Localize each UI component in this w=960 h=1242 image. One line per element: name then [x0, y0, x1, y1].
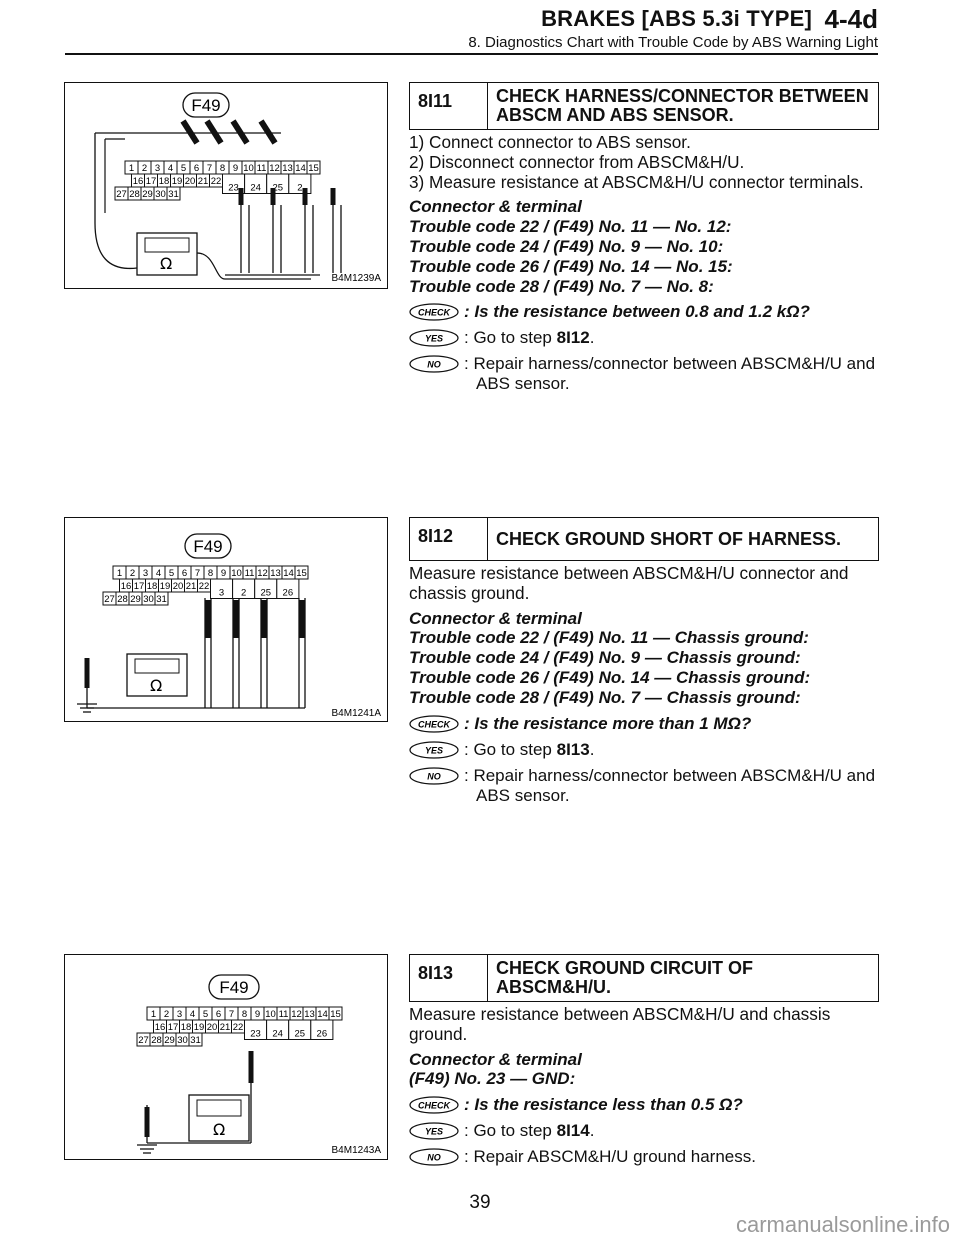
terminal-label: 2	[163, 1009, 170, 1020]
no-text: : Repair harness/connector between ABSCM&H/U and ABS sensor.	[464, 354, 876, 394]
terminal-label: 29	[164, 1035, 175, 1046]
badge-label: CHECK	[417, 307, 451, 318]
terminal-label: 2	[297, 182, 303, 194]
terminal-label: 11	[256, 163, 267, 174]
connector-terminal-block	[409, 1050, 879, 1090]
yes-badge-icon	[409, 1122, 459, 1140]
figure-caption: B4M1243A	[331, 1145, 381, 1156]
step-title: CHECK HARNESS/CONNECTOR BETWEEN ABSCM AND ABS SENSOR.	[496, 86, 869, 125]
badge-label: CHECK	[417, 719, 451, 730]
badge-label: NO	[427, 1152, 441, 1163]
step-8i12	[409, 517, 879, 806]
terminal-label: 1	[150, 1009, 157, 1020]
yes-answer	[409, 328, 879, 348]
next-step-link[interactable]: 8I14	[556, 1121, 590, 1141]
yes-suffix: .	[589, 328, 595, 348]
terminal-label: 30	[155, 189, 166, 200]
connector-line: Trouble code 24 / (F49) No. 9 — Chassis ground:	[409, 648, 801, 668]
no-text: : Repair harness/connector between ABSCM&H/U and ABS sensor.	[464, 765, 876, 805]
yes-text: : Go to step	[464, 1121, 557, 1141]
terminal-label: 26	[282, 587, 294, 599]
terminal-label: 1	[116, 568, 123, 579]
terminal-label: 22	[232, 1022, 244, 1033]
terminal-label: 15	[308, 163, 319, 174]
terminal-label: 31	[190, 1035, 201, 1046]
check-text: : Is the resistance between 0.8 and 1.2 kΩ?	[464, 302, 810, 322]
terminal-label: 15	[296, 568, 307, 579]
terminal-label: 14	[283, 568, 294, 579]
connector-line: Trouble code 24 / (F49) No. 9 — No. 10:	[409, 236, 724, 256]
terminal-label: 21	[197, 176, 209, 187]
yes-answer	[409, 740, 879, 760]
terminal-label: 13	[270, 568, 281, 579]
terminal-label: 27	[104, 594, 115, 605]
step-header	[409, 82, 879, 130]
terminal-label: 30	[143, 594, 154, 605]
terminal-label: 25	[294, 1028, 306, 1040]
terminal-label: 17	[167, 1022, 179, 1033]
step-8i13	[409, 954, 879, 1167]
probe-handles	[183, 121, 275, 143]
procedure-item: 1) Connect connector to ABS sensor.	[409, 132, 691, 152]
header-rule	[65, 53, 878, 55]
section-code: 4-4d	[824, 4, 878, 34]
terminal-label: 19	[159, 581, 171, 592]
check-question	[409, 714, 879, 734]
terminal-label: 4	[167, 163, 174, 174]
step-8i11	[409, 82, 879, 394]
no-text: : Repair ABSCM&H/U ground harness.	[464, 1147, 756, 1167]
terminal-label: 12	[269, 163, 280, 174]
terminal-label: 23	[228, 182, 239, 194]
connector-title: Connector & terminal	[409, 197, 582, 217]
terminal-label: 3	[142, 568, 149, 579]
procedure-item: 3) Measure resistance at ABSCM&H/U connector terminals.	[409, 171, 864, 192]
connector-terminal-block	[409, 197, 879, 296]
terminal-label: 1	[128, 163, 135, 174]
terminal-label: 7	[228, 1009, 235, 1020]
terminal-label: 6	[193, 163, 200, 174]
terminal-label: 25	[260, 587, 272, 599]
terminal-label: 18	[146, 581, 158, 592]
terminal-label: 26	[316, 1028, 328, 1040]
connector-line: Trouble code 22 / (F49) No. 11 — No. 12:	[409, 217, 732, 237]
probe-tips	[87, 600, 302, 688]
badge-label: YES	[424, 333, 444, 344]
terminal-label: 22	[210, 176, 222, 187]
figure-caption: B4M1241A	[331, 708, 381, 719]
terminal-label: 2	[241, 587, 247, 599]
wiring-diagram-1	[65, 83, 387, 288]
terminal-label: 8	[207, 568, 214, 579]
terminal-label: 5	[202, 1009, 209, 1020]
terminal-label: 19	[193, 1022, 205, 1033]
terminal-label: 31	[168, 189, 179, 200]
badge-label: NO	[427, 359, 441, 370]
connector-label: F49	[219, 978, 249, 997]
terminal-label: 16	[120, 581, 132, 592]
terminal-label: 15	[330, 1009, 341, 1020]
check-badge-icon	[409, 303, 459, 321]
terminal-label: 21	[185, 581, 197, 592]
step-intro: Measure resistance between ABSCM&H/U and chassis ground.	[409, 1004, 831, 1044]
terminal-label: 11	[244, 568, 255, 579]
yes-badge-icon	[409, 741, 459, 759]
ohm-symbol: Ω	[213, 1120, 226, 1139]
next-step-link[interactable]: 8I13	[556, 739, 590, 759]
step-intro: Measure resistance between ABSCM&H/U connector and chassis ground.	[409, 563, 849, 603]
step-number: 8I11	[410, 83, 488, 129]
step-title: CHECK GROUND CIRCUIT OF ABSCM&H/U.	[496, 958, 753, 997]
terminal-label: 9	[232, 163, 239, 174]
terminal-label: 27	[138, 1035, 149, 1046]
terminal-label: 4	[155, 568, 162, 579]
probe-leads	[87, 598, 305, 708]
check-badge-icon	[409, 1096, 459, 1114]
terminal-label: 18	[180, 1022, 192, 1033]
connector-f49-grid	[115, 161, 320, 200]
terminal-label: 9	[254, 1009, 261, 1020]
badge-label: YES	[424, 745, 444, 756]
terminal-label: 23	[250, 1028, 261, 1040]
yes-answer	[409, 1121, 879, 1141]
step-header	[409, 517, 879, 561]
terminal-label: 12	[257, 568, 268, 579]
terminal-label: 5	[168, 568, 175, 579]
terminal-label: 24	[272, 1028, 283, 1040]
badge-label: CHECK	[417, 1100, 451, 1111]
terminal-label: 3	[154, 163, 161, 174]
terminal-label: 14	[295, 163, 306, 174]
no-answer	[409, 354, 879, 394]
probe-leads	[147, 1055, 251, 1143]
terminal-label: 21	[219, 1022, 231, 1033]
terminal-label: 3	[176, 1009, 183, 1020]
ohm-symbol: Ω	[150, 676, 163, 695]
terminal-label: 16	[132, 176, 144, 187]
terminal-label: 2	[141, 163, 148, 174]
figure-ground-circuit	[64, 954, 388, 1160]
terminal-label: 27	[116, 189, 127, 200]
terminal-label: 20	[184, 176, 196, 187]
figure-harness-check	[64, 82, 388, 289]
terminal-label: 31	[156, 594, 167, 605]
terminal-label: 6	[181, 568, 188, 579]
wiring-diagram-2	[65, 518, 387, 721]
connector-label: F49	[193, 537, 223, 556]
next-step-link[interactable]: 8I12	[556, 328, 590, 348]
ground-icon	[137, 1145, 157, 1153]
step-title: CHECK GROUND SHORT OF HARNESS.	[496, 528, 842, 549]
terminal-label: 29	[130, 594, 141, 605]
terminal-label: 10	[243, 163, 254, 174]
section-subtitle: 8. Diagnostics Chart with Trouble Code by ABS Warning Light	[468, 34, 878, 51]
watermark: carmanualsonline.info	[735, 1212, 950, 1237]
no-badge-icon	[409, 355, 459, 373]
badge-label: YES	[424, 1126, 444, 1137]
terminal-label: 6	[215, 1009, 222, 1020]
check-text: : Is the resistance more than 1 MΩ?	[464, 713, 752, 733]
check-text: : Is the resistance less than 0.5 Ω?	[464, 1095, 743, 1115]
terminal-label: 9	[220, 568, 227, 579]
no-badge-icon	[409, 767, 459, 785]
terminal-label: 2	[129, 568, 136, 579]
terminal-label: 13	[282, 163, 293, 174]
figure-ground-short	[64, 517, 388, 722]
terminal-label: 20	[206, 1022, 218, 1033]
connector-line: (F49) No. 23 — GND:	[409, 1069, 576, 1089]
procedure-item: 2) Disconnect connector from ABSCM&H/U.	[409, 151, 745, 172]
terminal-label: 4	[189, 1009, 196, 1020]
yes-suffix: .	[589, 739, 595, 759]
connector-terminal-block	[409, 609, 879, 708]
connector-title: Connector & terminal	[409, 1049, 582, 1069]
procedure-list	[409, 133, 879, 192]
terminal-label: 10	[231, 568, 242, 579]
terminal-label: 10	[265, 1009, 276, 1020]
no-answer	[409, 1147, 879, 1167]
terminal-label: 17	[145, 176, 157, 187]
terminal-label: 28	[151, 1035, 162, 1046]
check-badge-icon	[409, 715, 459, 733]
terminal-label: 24	[250, 182, 261, 194]
terminal-label: 13	[304, 1009, 315, 1020]
connector-title: Connector & terminal	[409, 608, 582, 628]
probe-tips	[147, 1051, 251, 1137]
connector-line: Trouble code 28 / (F49) No. 7 — No. 8:	[409, 276, 714, 296]
check-question	[409, 1095, 879, 1115]
connector-line: Trouble code 26 / (F49) No. 14 — Chassis ground:	[409, 667, 811, 687]
yes-badge-icon	[409, 329, 459, 347]
terminal-label: 20	[172, 581, 184, 592]
terminal-label: 14	[317, 1009, 328, 1020]
step-header	[409, 954, 879, 1002]
terminal-label: 3	[218, 587, 225, 599]
connector-label: F49	[191, 96, 221, 115]
terminal-label: 11	[278, 1009, 289, 1020]
wiring-diagram-3	[65, 955, 387, 1159]
terminal-label: 12	[291, 1009, 302, 1020]
no-answer	[409, 766, 879, 806]
terminal-label: 18	[158, 176, 170, 187]
section-title: BRAKES [ABS 5.3i TYPE]	[541, 6, 812, 31]
terminal-label: 17	[133, 581, 145, 592]
ohm-symbol: Ω	[160, 254, 173, 273]
terminal-label: 29	[142, 189, 153, 200]
yes-text: : Go to step	[464, 328, 557, 348]
page-number: 39	[469, 1192, 491, 1213]
terminal-label: 5	[180, 163, 187, 174]
step-number: 8I13	[410, 955, 488, 1001]
terminal-label: 7	[206, 163, 213, 174]
terminal-label: 30	[177, 1035, 188, 1046]
yes-suffix: .	[589, 1121, 595, 1141]
terminal-label: 8	[241, 1009, 248, 1020]
terminal-label: 22	[198, 581, 210, 592]
connector-line: Trouble code 26 / (F49) No. 14 — No. 15:	[409, 256, 733, 276]
terminal-label: 25	[272, 182, 284, 194]
connector-f49-grid	[137, 1007, 342, 1046]
step-number: 8I12	[410, 518, 488, 560]
connector-line: Trouble code 22 / (F49) No. 11 — Chassis ground:	[409, 628, 809, 648]
terminal-label: 7	[194, 568, 201, 579]
check-question	[409, 302, 879, 322]
connector-line: Trouble code 28 / (F49) No. 7 — Chassis ground:	[409, 687, 801, 707]
yes-text: : Go to step	[464, 739, 557, 759]
badge-label: NO	[427, 771, 441, 782]
terminal-label: 28	[129, 189, 140, 200]
terminal-label: 19	[171, 176, 183, 187]
figure-caption: B4M1239A	[331, 273, 381, 284]
no-badge-icon	[409, 1148, 459, 1166]
terminal-label: 8	[219, 163, 226, 174]
terminal-label: 28	[117, 594, 128, 605]
terminal-label: 16	[154, 1022, 166, 1033]
